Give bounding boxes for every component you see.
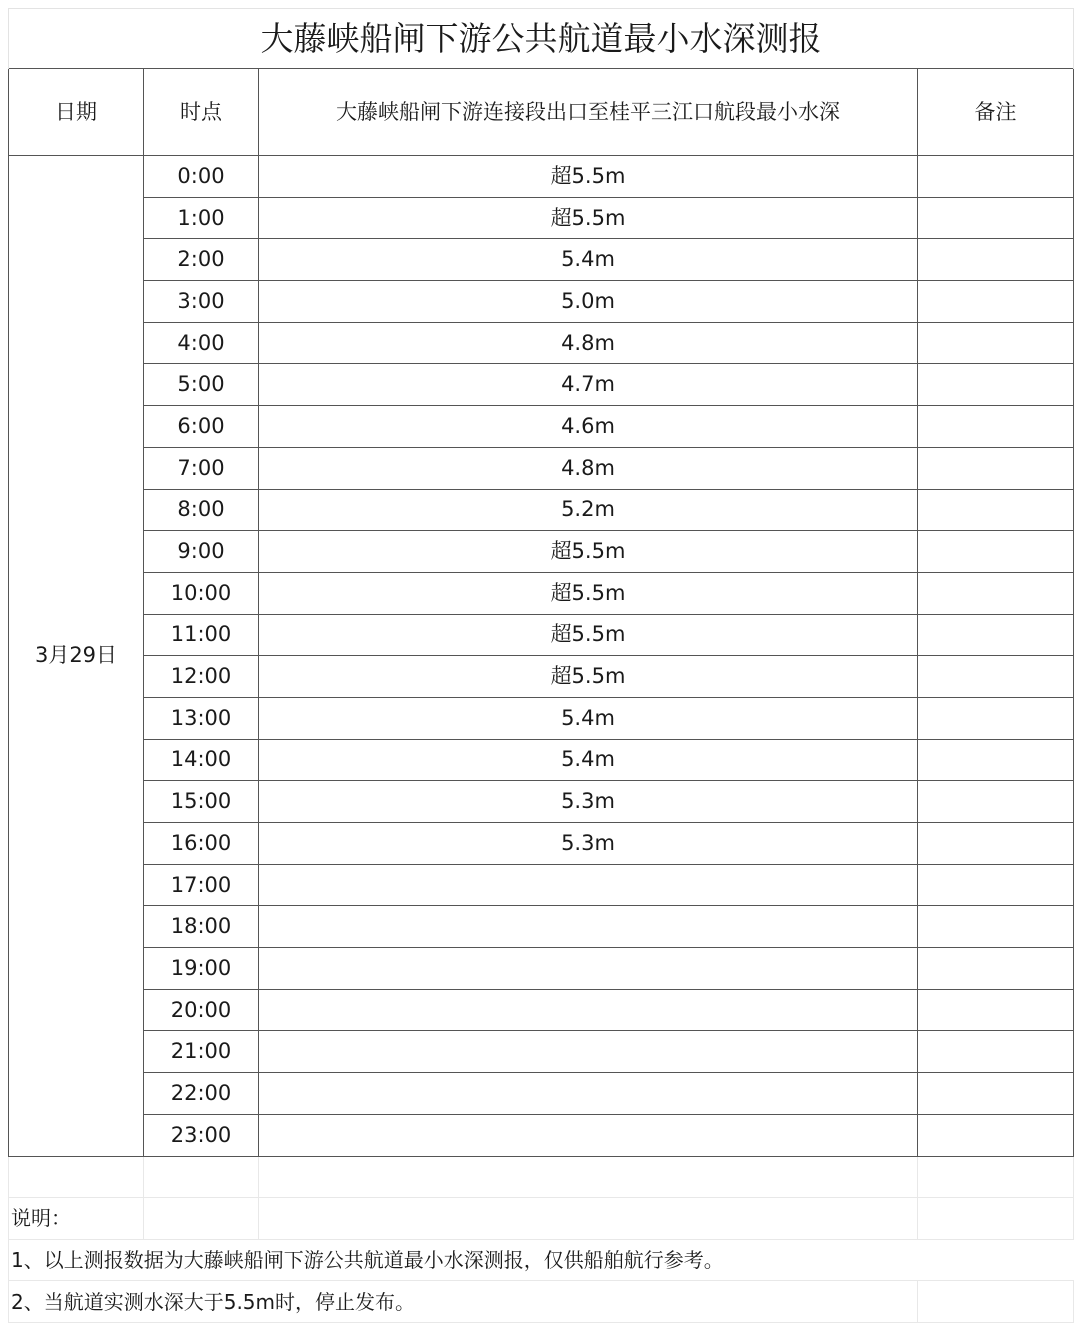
remark-cell — [918, 197, 1074, 239]
depth-cell: 5.0m — [259, 281, 918, 323]
remark-cell — [918, 1073, 1074, 1115]
depth-cell: 4.8m — [259, 322, 918, 364]
time-cell: 18:00 — [144, 906, 259, 948]
table-row — [9, 823, 1074, 865]
blank-cell — [918, 1156, 1074, 1198]
time-cell: 6:00 — [144, 406, 259, 448]
remark-cell — [918, 531, 1074, 573]
header-date: 日期 — [9, 69, 144, 156]
notes-section — [9, 1156, 1074, 1322]
report-title: 大藤峡船闸下游公共航道最小水深测报 — [9, 9, 1074, 69]
table-row — [9, 1073, 1074, 1115]
time-cell: 22:00 — [144, 1073, 259, 1115]
note-line-1: 1、以上测报数据为大藤峡船闸下游公共航道最小水深测报，仅供船舶航行参考。 — [9, 1239, 1074, 1281]
table-row — [9, 1114, 1074, 1156]
depth-cell — [259, 989, 918, 1031]
table-row — [9, 322, 1074, 364]
time-cell: 4:00 — [144, 322, 259, 364]
time-cell: 13:00 — [144, 697, 259, 739]
remark-cell — [918, 614, 1074, 656]
time-cell: 10:00 — [144, 572, 259, 614]
table-row — [9, 406, 1074, 448]
depth-cell: 5.4m — [259, 739, 918, 781]
table-row — [9, 948, 1074, 990]
depth-cell — [259, 1073, 918, 1115]
remark-cell — [918, 1114, 1074, 1156]
remark-cell — [918, 656, 1074, 698]
time-cell: 14:00 — [144, 739, 259, 781]
time-cell: 8:00 — [144, 489, 259, 531]
time-cell: 11:00 — [144, 614, 259, 656]
time-cell: 9:00 — [144, 531, 259, 573]
table-row — [9, 989, 1074, 1031]
depth-cell: 超5.5m — [259, 156, 918, 198]
table-row — [9, 531, 1074, 573]
remark-cell — [918, 906, 1074, 948]
depth-cell: 5.3m — [259, 823, 918, 865]
remark-cell — [918, 156, 1074, 198]
time-cell: 7:00 — [144, 447, 259, 489]
remark-cell — [918, 281, 1074, 323]
table-row — [9, 281, 1074, 323]
header-remark: 备注 — [918, 69, 1074, 156]
header-row — [9, 69, 1074, 156]
remark-cell — [918, 364, 1074, 406]
table-row — [9, 239, 1074, 281]
remark-cell — [918, 489, 1074, 531]
depth-cell: 超5.5m — [259, 656, 918, 698]
time-cell: 21:00 — [144, 1031, 259, 1073]
header-depth: 大藤峡船闸下游连接段出口至桂平三江口航段最小水深 — [259, 69, 918, 156]
remark-cell — [918, 447, 1074, 489]
depth-cell: 超5.5m — [259, 197, 918, 239]
table-row — [9, 906, 1074, 948]
depth-cell: 5.3m — [259, 781, 918, 823]
depth-report-sheet — [8, 8, 1073, 1326]
table-row — [9, 489, 1074, 531]
blank-cell — [144, 1198, 259, 1240]
depth-cell — [259, 906, 918, 948]
blank-cell — [259, 1198, 918, 1240]
depth-cell: 超5.5m — [259, 531, 918, 573]
table-row — [9, 364, 1074, 406]
remark-cell — [918, 1031, 1074, 1073]
remark-cell — [918, 739, 1074, 781]
time-cell: 1:00 — [144, 197, 259, 239]
data-table-body — [9, 69, 1074, 1157]
time-cell: 19:00 — [144, 948, 259, 990]
depth-cell: 5.4m — [259, 239, 918, 281]
table-row — [9, 656, 1074, 698]
remark-cell — [918, 239, 1074, 281]
table-row — [9, 781, 1074, 823]
time-cell: 20:00 — [144, 989, 259, 1031]
table-row — [9, 572, 1074, 614]
depth-cell: 5.4m — [259, 697, 918, 739]
table-row — [9, 197, 1074, 239]
title-row — [9, 9, 1074, 69]
depth-cell — [259, 948, 918, 990]
remark-cell — [918, 864, 1074, 906]
time-cell: 17:00 — [144, 864, 259, 906]
header-time: 时点 — [144, 69, 259, 156]
time-cell: 23:00 — [144, 1114, 259, 1156]
table-row — [9, 739, 1074, 781]
time-cell: 0:00 — [144, 156, 259, 198]
note-line-2: 2、当航道实测水深大于5.5m时，停止发布。 — [9, 1281, 918, 1323]
remark-cell — [918, 989, 1074, 1031]
depth-cell — [259, 864, 918, 906]
time-cell: 12:00 — [144, 656, 259, 698]
depth-report-table — [8, 8, 1074, 1323]
time-cell: 16:00 — [144, 823, 259, 865]
depth-cell: 超5.5m — [259, 572, 918, 614]
blank-cell — [918, 1281, 1074, 1323]
time-cell: 2:00 — [144, 239, 259, 281]
remark-cell — [918, 572, 1074, 614]
table-row — [9, 614, 1074, 656]
blank-cell — [9, 1156, 144, 1198]
table-row — [9, 447, 1074, 489]
time-cell: 5:00 — [144, 364, 259, 406]
depth-cell — [259, 1031, 918, 1073]
depth-cell: 5.2m — [259, 489, 918, 531]
depth-cell — [259, 1114, 918, 1156]
remark-cell — [918, 697, 1074, 739]
table-row — [9, 1031, 1074, 1073]
table-row — [9, 697, 1074, 739]
blank-cell — [144, 1156, 259, 1198]
remark-cell — [918, 823, 1074, 865]
blank-cell — [259, 1156, 918, 1198]
notes-heading: 说明： — [9, 1198, 144, 1240]
date-cell: 3月29日 — [9, 156, 144, 1157]
table-row — [9, 156, 1074, 198]
blank-cell — [918, 1198, 1074, 1240]
time-cell: 3:00 — [144, 281, 259, 323]
time-cell: 15:00 — [144, 781, 259, 823]
remark-cell — [918, 781, 1074, 823]
depth-cell: 4.6m — [259, 406, 918, 448]
depth-cell: 超5.5m — [259, 614, 918, 656]
remark-cell — [918, 322, 1074, 364]
remark-cell — [918, 406, 1074, 448]
table-row — [9, 864, 1074, 906]
depth-cell: 4.8m — [259, 447, 918, 489]
depth-cell: 4.7m — [259, 364, 918, 406]
remark-cell — [918, 948, 1074, 990]
